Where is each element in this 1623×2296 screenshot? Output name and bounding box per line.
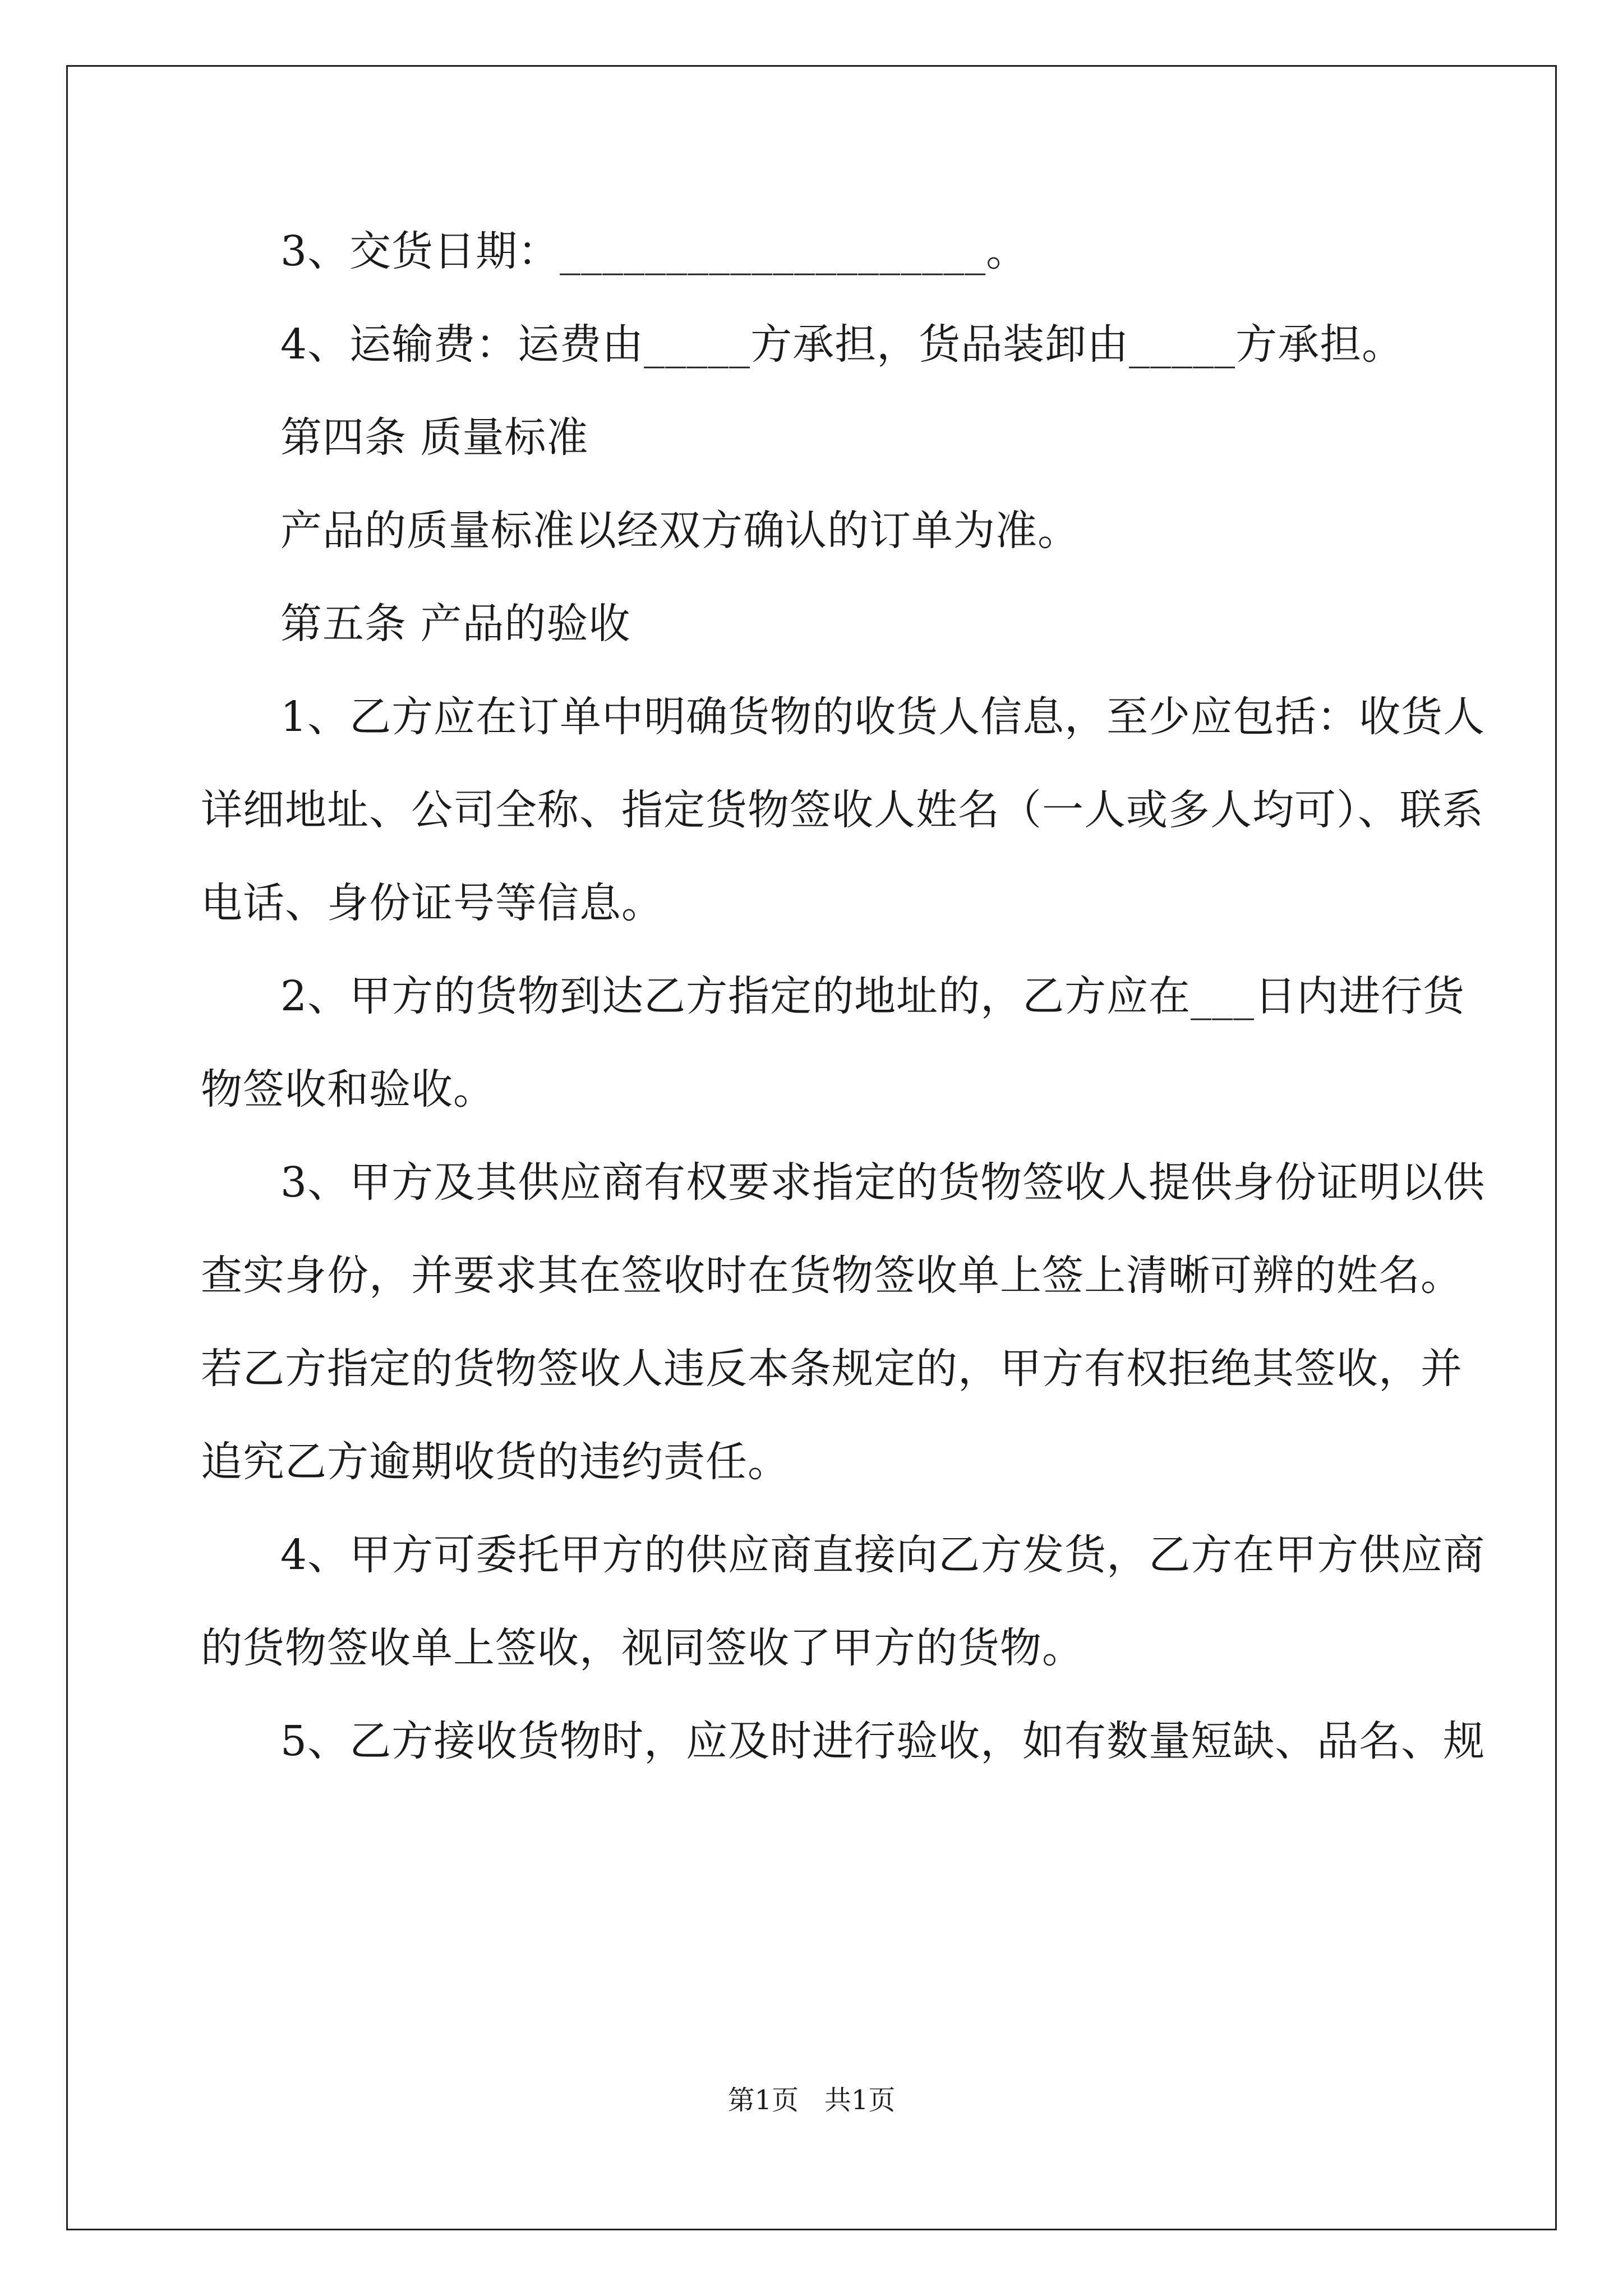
page-number-footer: 第1页 共1页 [727, 2085, 896, 2116]
paragraph-line: 详细地址、公司全称、指定货物签收人姓名（一人或多人均可）、联系 [201, 786, 1484, 834]
paragraph-line: 查实身份，并要求其在签收时在货物签收单上签上清晰可辨的姓名。 [201, 1251, 1463, 1300]
paragraph-line: 3、甲方及其供应商有权要求指定的货物签收人提供身份证明以供 [280, 1158, 1486, 1207]
paragraph-line: 物签收和验收。 [201, 1065, 495, 1114]
paragraph-line: 1、乙方应在订单中明确货物的收货人信息，至少应包括：收货人 [280, 693, 1486, 741]
article-5-heading: 第五条 产品的验收 [280, 600, 631, 648]
paragraph-line: 4、甲方可委托甲方的供应商直接向乙方发货，乙方在甲方供应商 [280, 1531, 1486, 1579]
paragraph-line: 若乙方指定的货物签收人违反本条规定的，甲方有权拒绝其签收，并 [201, 1345, 1463, 1393]
paragraph-line: 的货物签收单上签收，视同签收了甲方的货物。 [201, 1624, 1084, 1672]
paragraph-line: 电话、身份证号等信息。 [201, 879, 663, 927]
paragraph-line: 追究乙方逾期收货的违约责任。 [201, 1438, 790, 1486]
article-4-heading: 第四条 质量标准 [280, 413, 589, 462]
clause-shipping-fee: 4、运输费：运费由_____方承担，货品装卸由_____方承担。 [280, 320, 1404, 369]
clause-delivery-date: 3、交货日期：____________________。 [280, 227, 1029, 275]
paragraph-line: 5、乙方接收货物时，应及时进行验收，如有数量短缺、品名、规 [280, 1717, 1486, 1765]
page-border [66, 65, 1557, 2230]
paragraph-line: 2、甲方的货物到达乙方指定的地址的，乙方应在___日内进行货 [280, 972, 1465, 1020]
quality-standard-text: 产品的质量标准以经双方确认的订单为准。 [280, 507, 1080, 555]
